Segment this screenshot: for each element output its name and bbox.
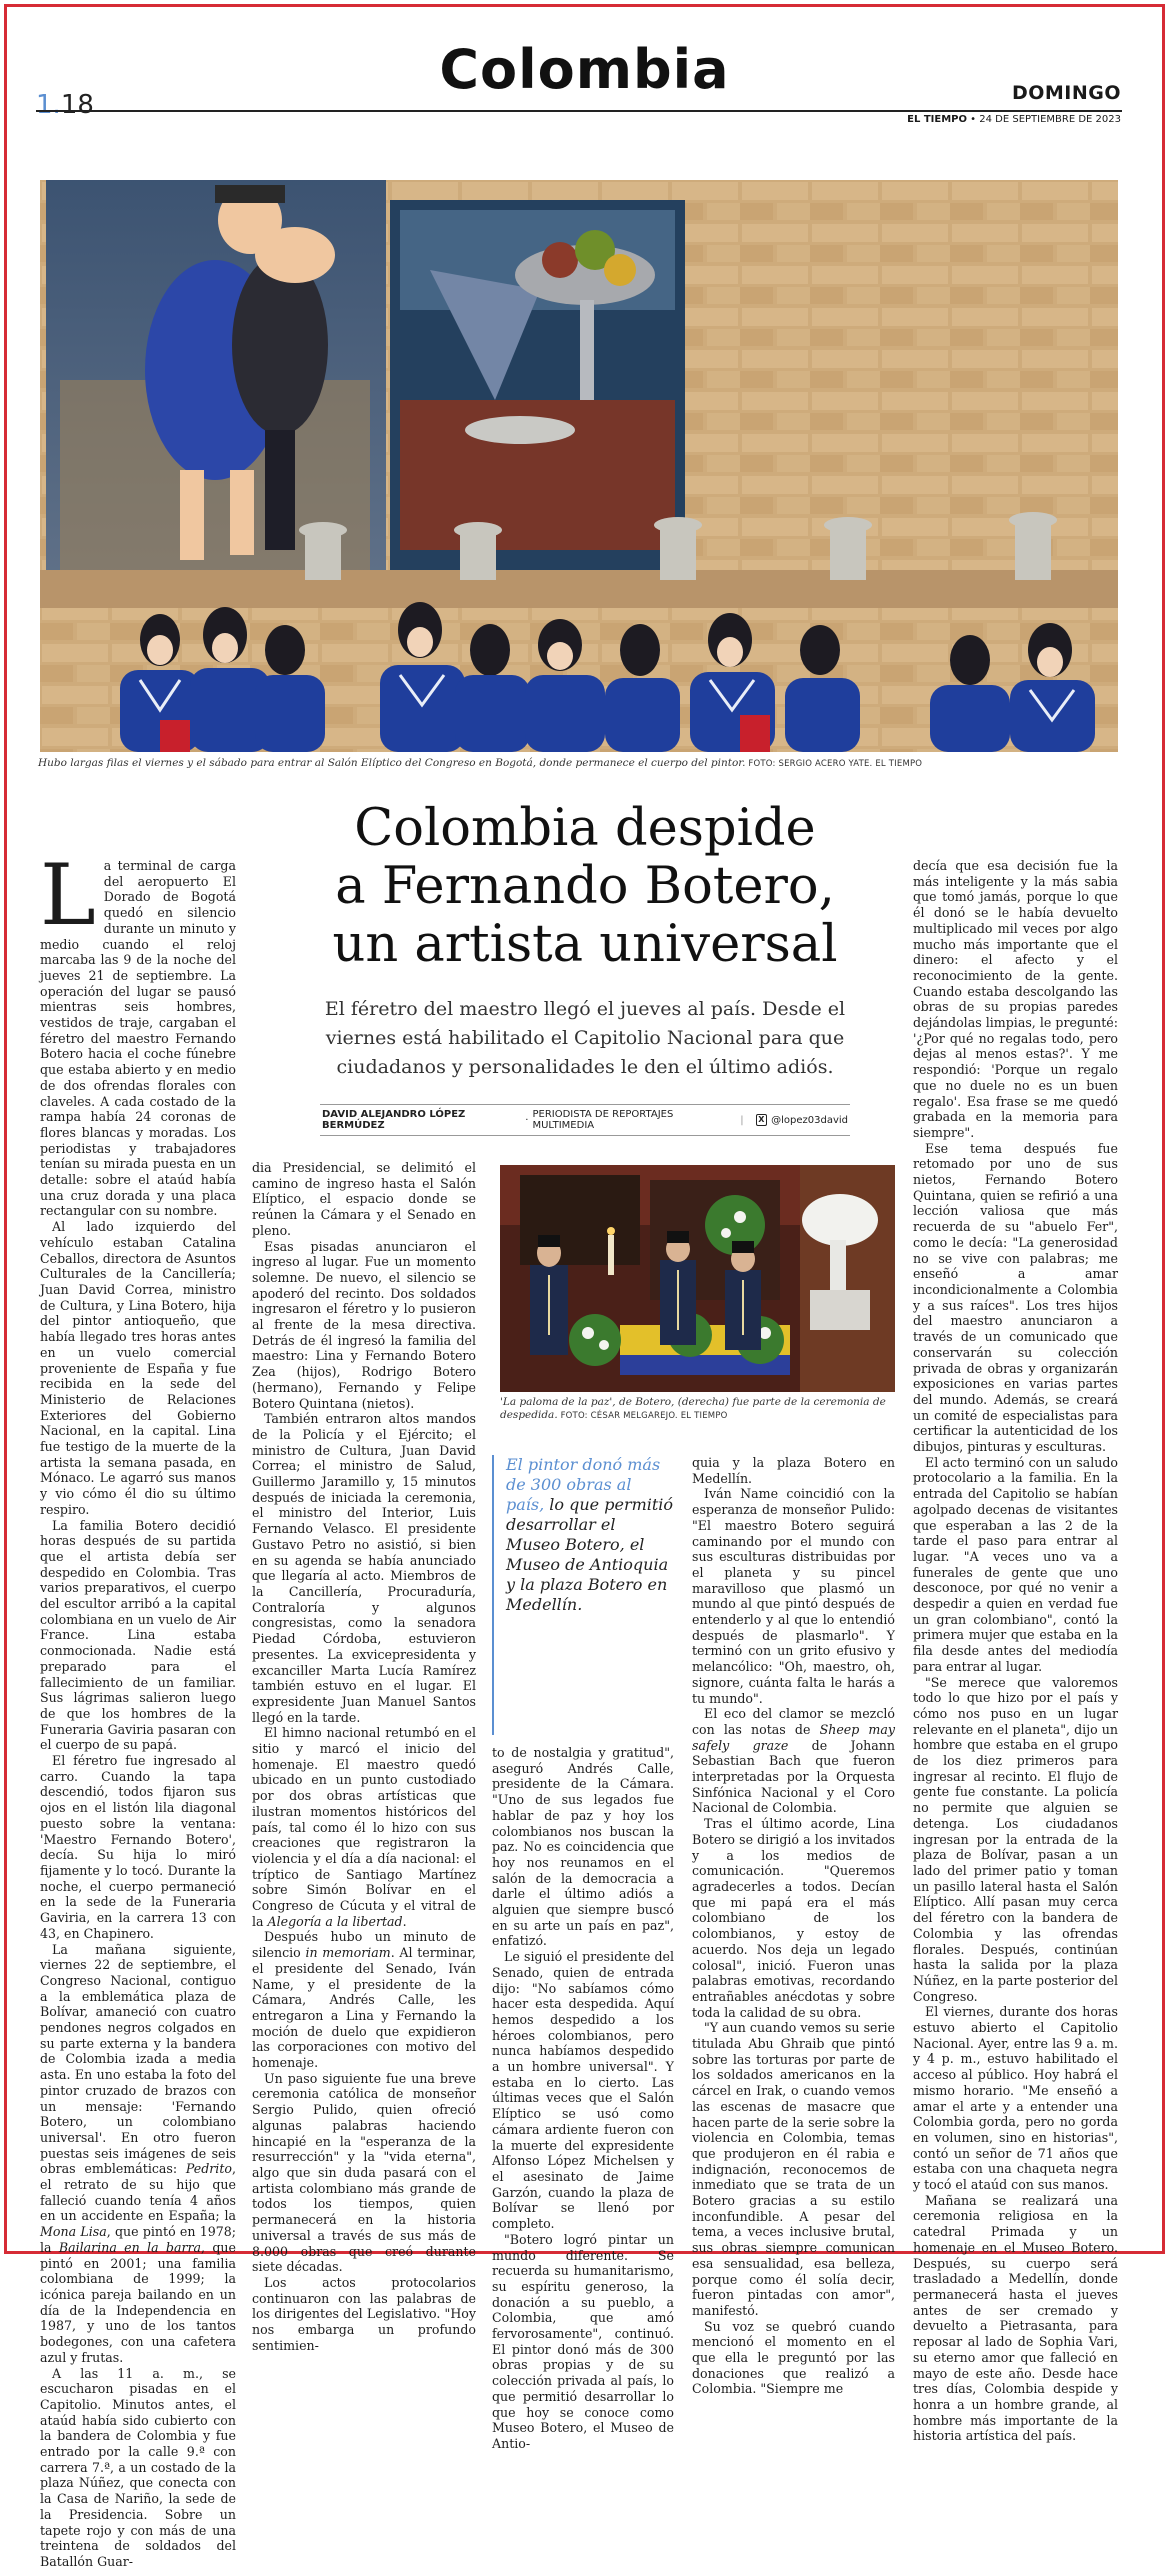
ceremony-caption bbox=[500, 1396, 895, 1423]
paragraph: La mañana siguiente, viernes 22 de septiembre, el Congreso Nacional, contiguo a la emblemática plaza de Bolívar, amaneció con cuatro pendones negros colgados en su parte externa y la bandera de Colombia izada a media asta. En uno estaba la foto del pintor cruzado de brazos con un mensaje: 'Fernando Botero, un colombiano universal'. En otro fueron puestas seis imágenes de seis obras emblemáticas: Pedrito, el retrato de su hijo que falleció cuando tenía 4 años en un accidente en España; la Mona Lisa, que pintó en 1978; la Bailarina en la barra, que pintó en 2001; una familia colombiana de 1999; la icónica pareja bailando en un día de la Independencia en 1987, y uno de los tantos bodegones, con una cafetera azul y frutas. bbox=[40, 1941, 236, 2365]
paragraph: dia Presidencial, se delimitó el camino de ingreso hasta el Salón Elíptico, el espacio donde se reúnen la Cámara y el Senado en pleno. bbox=[252, 1160, 476, 1238]
ceremony-photo-illustration bbox=[500, 1165, 895, 1392]
paragraph: A las 11 a. m., se escucharon pisadas en el Capitolio. Minutos antes, el ataúd había sido cubierto con la bandera de Colombia y fue entrado por la calle 9.ª con carrera 7.ª, a un costado de la plaza Núñez, que conecta con la Casa de Nariño, la sede de la Presidencia. Sobre un tapete rojo y con más de una treintena de soldados del Batallón Guar- bbox=[40, 2365, 236, 2569]
x-twitter-icon: X bbox=[756, 1114, 768, 1126]
paragraph: Ese tema después fue retomado por uno de sus nietos, Fernando Botero Quintana, quien se refirió a una lección valiosa que más recuerda de su "abuelo Fer", como le decía: "La generosidad no se vive con palabras; me enseñó a amar incondicionalmente a Colombia y a sus raíces". Los tres hijos del maestro anunciaron a través de un comunicado que conservarán su colección privada de obras y organizarán exposiciones en varias partes del mundo. Además, se creará un comité de especialistas para certificar la autenticidad de los dibujos, pinturas y esculturas. bbox=[913, 1140, 1118, 1455]
publication-date: • 24 DE SEPTIEMBRE DE 2023 bbox=[966, 114, 1121, 125]
paragraph: Mañana se realizará una ceremonia religiosa en la catedral Primada y un homenaje en el Museo Botero. Después, su cuerpo será trasladado a Medellín, donde permanecerá hasta el jueves antes de ser cremado y devuelto a Pietrasanta, para reposar al lado de Sophia Vari, su eterno amor que falleció en mayo de este año. Desde hace tres días, Colombia despide y honra a un hombre grande, al hombre más importante de la historia artística del país. bbox=[913, 2192, 1118, 2444]
headline-line-1: Colombia despide bbox=[354, 799, 816, 858]
header-rule bbox=[36, 110, 1122, 112]
article-column-4 bbox=[692, 1455, 895, 2397]
headline-line-3: un artista universal bbox=[332, 915, 838, 974]
author-separator: · bbox=[525, 1114, 529, 1126]
byline-divider: | bbox=[740, 1114, 744, 1126]
hero-caption-credit: FOTO: SERGIO ACERO YATE. EL TIEMPO bbox=[745, 759, 923, 769]
paragraph: a terminal de carga del aeropuerto El Dorado de Bogotá quedó en silencio durante un minuto y medio cuando el reloj marcaba las 9 de la noche del jueves 21 de septiembre. La operación del lugar se pausó mientras seis hombres, vestidos de traje, cargaban el féretro del maestro Fernando Botero hacia el coche fúnebre que estaba abierto y en medio de dos ofrendas florales con claveles. A cada costado de la rampa había 24 coronas de flores blancas y moradas. Los periodistas y trabajadores tenían su mirada puesta en un detalle: sobre el ataúd había una cruz dorada y una placa rectangular con su nombre. bbox=[40, 858, 236, 1219]
paragraph: decía que esa decisión fue la más inteligente y la más sabia que tomó jamás, porque lo que él donó se le había devuelto multiplicado mil veces por algo mucho más importante que el dinero: el afecto y el reconocimiento de la gente. Cuando estaba descolgando las obras de su propias paredes dejándolas limpias, le pregunté: '¿Por qué no regalas todo, pero dejas al menos estas?'. Y me respondió: 'Porque un regalo que no duele no es un buen regalo'. Esa frase se me quedó grabada en la memoria para siempre". bbox=[913, 858, 1118, 1140]
paragraph: Le siguió el presidente del Senado, quien de entrada dijo: "No sabíamos cómo hacer esta despedida. Aquí hemos despedido a los héroes colombianos, pero nunca habíamos despedido a un hombre universal". Y estaba en lo cierto. Las últimas veces que el Salón Elíptico se usó como cámara ardiente fueron con la muerte del expresidente Alfonso López Michelsen y el asesinato de Jaime Garzón, cuando la plaza de Bolívar se llenó por completo. bbox=[492, 1949, 674, 2232]
paragraph: El himno nacional retumbó en el sitio y marcó el inicio del homenaje. El maestro quedó ubicado en un punto custodiado por dos obras artísticas que ilustran momentos históricos del país, tal como él lo hizo con sus creaciones que registraron la violencia y el día a día nacional: el tríptico de Santiago Martínez sobre Simón Bolívar en el Congreso de Cúcuta y el vitral de la Alegoría a la libertad. bbox=[252, 1725, 476, 1929]
author-name: DAVID ALEJANDRO LÓPEZ BERMÚDEZ bbox=[322, 1109, 466, 1131]
ceremony-caption-credit: FOTO: CÉSAR MELGAREJO. EL TIEMPO bbox=[557, 1411, 728, 1421]
page-prefix: 1. bbox=[36, 90, 61, 120]
hero-caption bbox=[38, 757, 1118, 769]
drop-cap: L bbox=[40, 846, 96, 944]
deck: El féretro del maestro llegó el jueves al país. Desde el viernes está habilitado el Capitolio Nacional para que ciudadanos y personalidades le den el último adiós. bbox=[324, 998, 846, 1078]
hero-photo-illustration bbox=[40, 180, 1118, 752]
ceremony-caption-text: 'La paloma de la paz', de Botero, (derecha) fue parte de la ceremonia de despedida. bbox=[500, 1396, 886, 1421]
paragraph: Al lado izquierdo del vehículo estaban Catalina Ceballos, directora de Asuntos Culturales de la Cancillería; Juan David Correa, ministro de Cultura, y Lina Botero, hija del pintor antioqueño, que había llegado tres horas antes en un vuelo comercial proveniente de España y fue recibida en la sede del Ministerio de Relaciones Exteriores del Gobierno Nacional, en la capital. Lina fue testigo de la muerte de la artista la semana pasada, en Mónaco. Le agarró sus manos y vio cómo él dio su último respiro. bbox=[40, 1219, 236, 1517]
section-title: Colombia bbox=[439, 38, 730, 101]
headline bbox=[300, 800, 870, 974]
paragraph: Los actos protocolarios continuaron con las palabras de los dirigentes del Legislativo. "Hoy nos embarga un profundo sentimien- bbox=[252, 2274, 476, 2353]
paragraph: La familia Botero decidió horas después de su partida que el artista debía ser despedido en Colombia. Tras varios preparativos, el cuerpo del escultor arribó a la capital colombiana en un vuelo de Air France. Lina estaba conmocionada. Nadie está preparado para el fallecimiento de un familiar. Sus lágrimas salieron luego de que los hombres de la Funeraria Gaviria pasaran con el cuerpo de su papá. bbox=[40, 1517, 236, 1753]
article-column-3 bbox=[492, 1745, 674, 2451]
article-column-1 bbox=[40, 846, 236, 2569]
article-column-5 bbox=[913, 858, 1118, 2444]
paragraph: El viernes, durante dos horas estuvo abierto el Capitolio Nacional. Ayer, entre las 9 a. m. y 4 p. m., estuvo habilitado el acceso al público. Hoy habrá el mismo horario. "Me enseñó a amar el arte y a entender una Colombia gorda, pero no gorda en volumen, sino en historias", contó un señor de 71 años que estaba con una chaqueta negra y tocó el ataúd con sus manos. bbox=[913, 2004, 1118, 2193]
paragraph: Esas pisadas anunciaron el ingreso al lugar. Fue un momento solemne. De nuevo, el silencio se apoderó del recinto. Dos soldados ingresaron el féretro y lo pusieron al frente de la mesa directiva. Detrás de él ingresó la familia del maestro: Lina y Fernando Botero Zea (hijos), Rodrigo Botero (hermano), Fernando y Felipe Botero Quintana (nietos). bbox=[252, 1238, 476, 1411]
newspaper-name: EL TIEMPO bbox=[907, 114, 967, 125]
pull-quote-text: lo que permitió desarrollar el Museo Botero, el Museo de Antioquia y la plaza Botero en Medellín. bbox=[506, 1495, 674, 1614]
paragraph: El féretro fue ingresado al carro. Cuando la tapa descendió, todos fijaron sus ojos en el listón lila diagonal puesto sobre la ventana: 'Maestro Fernando Botero', decía. Su hija lo miró fijamente y lo tocó. Durante la noche, el cuerpo permaneció en la sede de la Funeraria Gaviria, en la carrera 13 con 43, en Chapinero. bbox=[40, 1753, 236, 1941]
paragraph: El eco del clamor se mezcló con las notas de Sheep may safely graze de Johann Sebastian Bach que fueron interpretadas por la Orquesta Sinfónica Nacional y el Coro Nacional de Colombia. bbox=[692, 1706, 895, 1816]
article-column-2 bbox=[252, 1160, 477, 2353]
pull-quote-highlight: El pintor donó más de 300 obras al país, bbox=[506, 1455, 661, 1514]
paragraph: Su voz se quebró cuando mencionó el momento en el que ella le preguntó por las donaciones que realizó a Colombia. "Siempre me bbox=[692, 2318, 895, 2397]
paragraph: Un paso siguiente fue una breve ceremonia católica de monseñor Sergio Pulido, quien ofreció algunas palabras haciendo hincapié en la "esperanza de la resurrección" y la "vida eterna", algo que sin duda pasará con el artista colombiano más grande de todos los tiempos, quien permanecerá en la historia universal a través de sus más de 8.000 obras que creó durante siete décadas. bbox=[252, 2070, 476, 2275]
paragraph: "Y aun cuando vemos su serie titulada Abu Ghraib que pintó sobre las torturas por parte de los soldados americanos en la cárcel en Irak, o cuando vemos las escenas de masacre que hacen parte de la serie sobre la violencia en Colombia, temas que produjeron en él rabia e indignación, reconocemos de inmediato que se trata de un Botero gracias a su estilo inconfundible. A pesar del tema, a veces inclusive brutal, sus obras siempre comunican esa sensualidad, esa belleza, porque como él solía decir, fueron pintadas con amor", manifestó. bbox=[692, 2020, 895, 2318]
paragraph: Tras el último acorde, Lina Botero se dirigió a los invitados y a los medios de comunicación. "Queremos agradecerles a todos. Decían que mi papá era el más colombiano de los colombianos, y estoy de acuerdo. Nos deja un legado colosal", inició. Fueron unas palabras emotivas, recordando entrañables anécdotas y sobre toda la calidad de su obra. bbox=[692, 1816, 895, 2020]
page-number bbox=[36, 90, 94, 120]
paragraph: quia y la plaza Botero en Medellín. bbox=[692, 1455, 895, 1486]
author-role: PERIODISTA DE REPORTAJES MULTIMEDIA bbox=[532, 1109, 674, 1131]
paragraph: Iván Name coincidió con la esperanza de monseñor Pulido: "El maestro Botero seguirá caminando por el mundo con sus esculturas distribuidas por el planeta y su pincel maravilloso que plasmó un mundo al que pintó después de entenderlo y al que lo entendió después de plasmarlo". Y terminó con un grito efusivo y melancólico: "Oh, maestro, oh, signore, cuánta falta le harás a tu mundo". bbox=[692, 1486, 895, 1706]
hero-caption-text: Hubo largas filas el viernes y el sábado para entrar al Salón Elíptico del Congreso en Bogotá, donde permanece el cuerpo del pintor. bbox=[38, 757, 746, 769]
headline-line-2: a Fernando Botero, bbox=[335, 857, 835, 916]
paragraph: También entraron altos mandos de la Policía y el Ejército; el ministro de Cultura, Juan David Correa; el ministro de Salud, Guillermo Jaramillo y, 15 minutos después de iniciada la ceremonia, el ministro del Interior, Luis Fernando Velasco. El presidente Gustavo Petro no asistió, si bien en su agenda se había anunciado que llegaría al acto. Miembros de la Cancillería, Procuraduría, Contraloría y algunos congresistas, como la senadora Piedad Córdoba, estuvieron presentes. La exvicepresidenta y excanciller Marta Lucía Ramírez también estuvo en el lugar. El expresidente Juan Manuel Santos llegó en la tarde. bbox=[252, 1411, 476, 1725]
ceremony-photo bbox=[500, 1165, 895, 1392]
pull-quote bbox=[492, 1455, 674, 1735]
weekday: DOMINGO bbox=[1011, 82, 1121, 104]
byline bbox=[320, 1104, 850, 1136]
paragraph: "Se merece que valoremos todo lo que hizo por el país y cómo nos puso en un lugar relevante en el planeta", dijo un hombre que estaba en el grupo de los diez primeros para ingresar al recinto. El flujo de gente fue constante. La policía no permite que alguien se detenga. Los ciudadanos ingresan por la entrada de la plaza de Bolívar, pasan a un lado del primer patio y toman un pasillo lateral hasta el Salón Elíptico. Allí pasan muy cerca del féretro con la bandera de Colombia y las ofrendas florales. Después, continúan hasta la salida por la plaza Núñez, en la parte posterior del Congreso. bbox=[913, 1674, 1118, 2004]
page-number-value: 18 bbox=[60, 90, 94, 120]
hero-photo bbox=[40, 180, 1118, 752]
paragraph: Después hubo un minuto de silencio in memoriam. Al terminar, el presidente del Senado, Iván Name, y el presidente de la Cámara, Andrés Calle, les entregaron a Lina y Fernando la moción de duelo que expidieron las corporaciones con motivo del homenaje. bbox=[252, 1929, 477, 2071]
paragraph: to de nostalgia y gratitud", aseguró Andrés Calle, presidente de la Cámara. "Uno de sus legados fue hablar de paz y hoy los colombianos nos buscan la paz. No es coincidencia que hoy nos reunamos en el salón de la democracia a darle el último adiós a alguien que siempre buscó en su arte un país en paz", enfatizó. bbox=[492, 1745, 674, 1949]
dateline bbox=[907, 114, 1121, 125]
author-handle[interactable]: @lopez03david bbox=[771, 1114, 848, 1126]
paragraph: "Botero logró pintar un mundo diferente. Se recuerda su humanitarismo, su espíritu generoso, la donación a su pueblo, a Colombia, que amó fervorosamente", continuó. El pintor donó más de 300 obras propias y de su colección privada al país, lo que permitió desarrollar lo que hoy se conoce como Museo Botero, el Museo de Antio- bbox=[492, 2231, 674, 2451]
paragraph: El acto terminó con un saludo protocolario a la familia. En la entrada del Capitolio se habían agolpado decenas de visitantes que esperaban a las 2 de la tarde el paso para entrar al lugar. "A veces uno va a funerales de gente que uno desconoce, por qué no venir a despedir a quien en verdad fue un gran colombiano", contó la primera mujer que estaba en la fila desde antes del mediodía para entrar al lugar. bbox=[913, 1454, 1118, 1674]
